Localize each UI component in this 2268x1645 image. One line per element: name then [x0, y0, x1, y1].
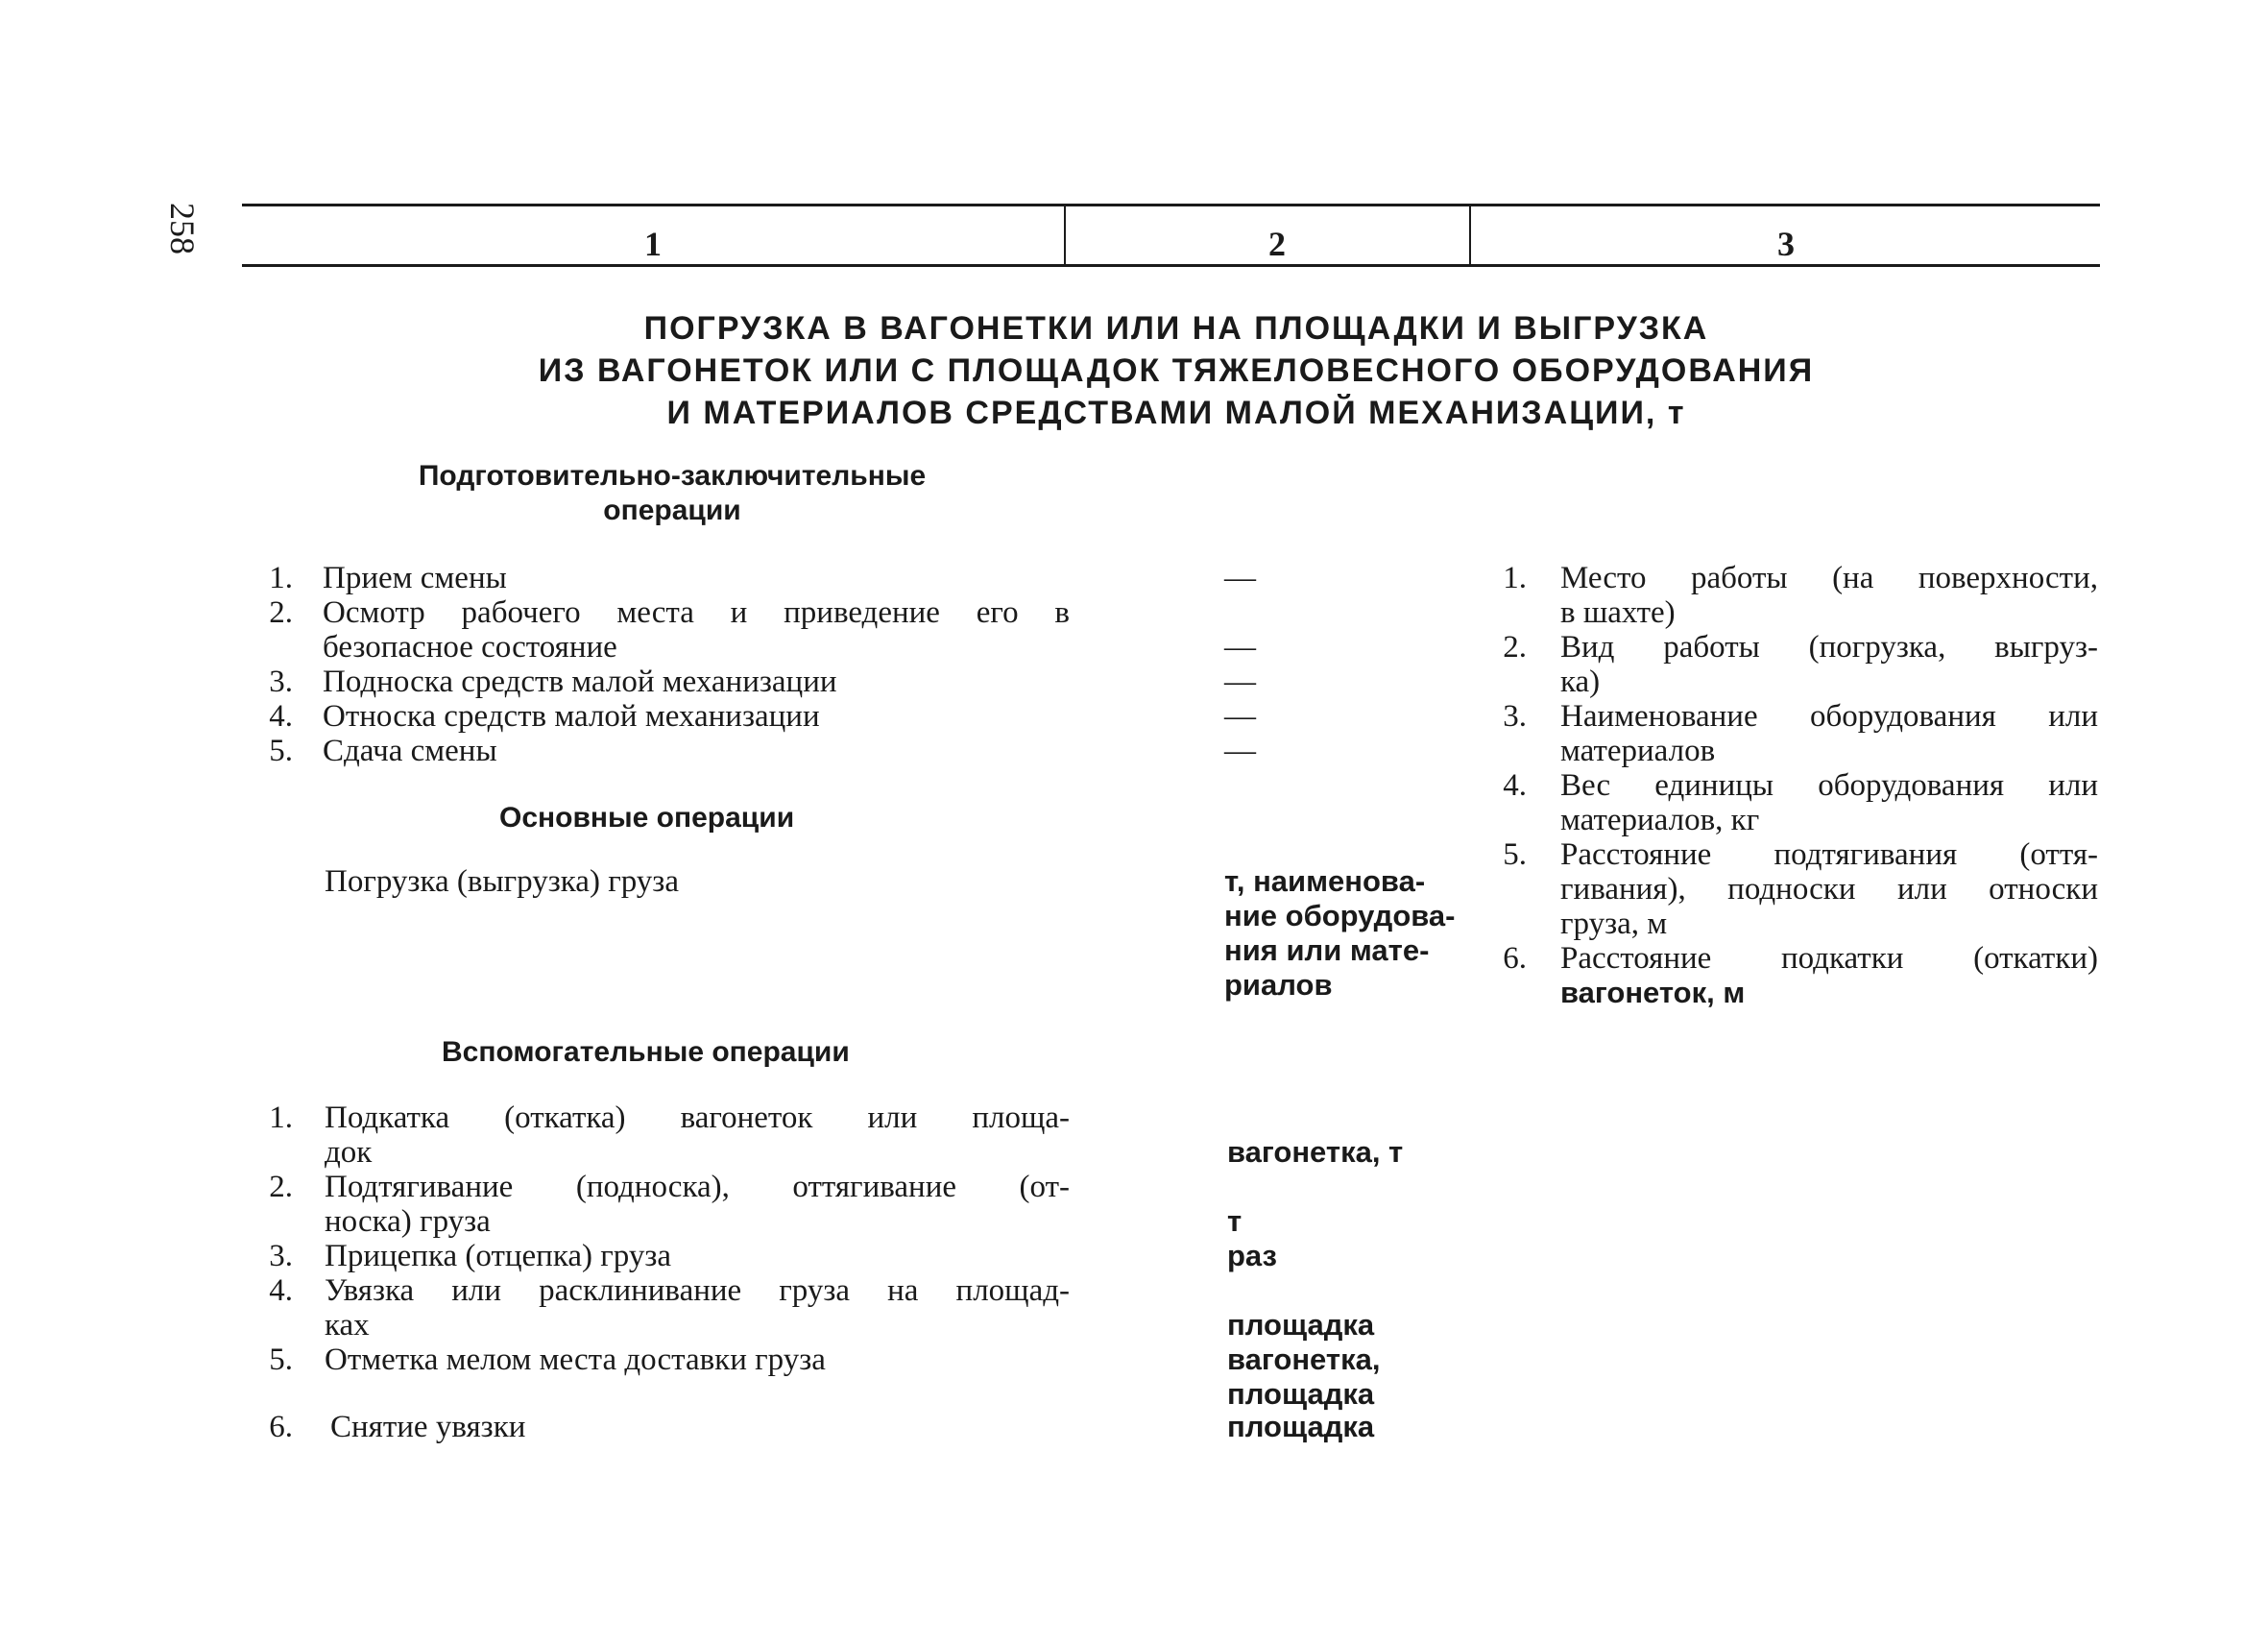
prep-item-text: Подноска средств малой механизации	[323, 665, 837, 699]
aux-item-text-line: ках	[325, 1308, 370, 1343]
factor-number: 2.	[1503, 630, 1527, 665]
aux-item-text: Прицепка (отцепка) груза	[325, 1239, 672, 1273]
factor-text	[1560, 768, 2098, 837]
factor-number: 4.	[1503, 768, 1527, 803]
aux-item-unit-line: вагонетка,	[1227, 1343, 1381, 1376]
column-number-1: 1	[644, 225, 662, 263]
prep-item-text: Сдача смены	[323, 734, 497, 768]
prep-item-text-line: Осмотр рабочего места и приведение его в	[323, 595, 1070, 630]
factor-number: 1.	[1503, 561, 1527, 595]
aux-item-unit: т	[1227, 1204, 1243, 1238]
aux-item-text	[325, 1170, 1070, 1239]
section-title-line-3: И МАТЕРИАЛОВ СРЕДСТВАМИ МАЛОЙ МЕХАНИЗАЦИИ, т	[666, 395, 1686, 431]
factor-text-line: в шахте)	[1560, 595, 1676, 630]
section-title-line-1: ПОГРУЗКА В ВАГОНЕТКИ ИЛИ НА ПЛОЩАДКИ И ВЫГРУЗКА	[643, 310, 1709, 347]
main-operation-text: Погрузка (выгрузка) груза	[325, 864, 679, 899]
column-divider-1	[1064, 204, 1066, 266]
factor-text-line: материалов, кг	[1560, 803, 1760, 837]
header-top-rule	[242, 204, 2100, 206]
factor-text-line: Расстояние подтягивания (оття-	[1560, 837, 2098, 872]
aux-item-text-line: Подтягивание (подноска), оттягивание (от-	[325, 1170, 1070, 1204]
aux-item-number: 3.	[269, 1239, 293, 1273]
prep-item-unit: —	[1224, 699, 1256, 734]
column-divider-2	[1469, 204, 1471, 266]
main-operation-unit-line: ния или мате-	[1224, 933, 1430, 967]
aux-item-text-line: док	[325, 1135, 373, 1170]
aux-item-unit: раз	[1227, 1239, 1277, 1272]
factor-text	[1560, 837, 2098, 941]
prep-item-unit: —	[1224, 630, 1256, 665]
prep-heading-line-1: Подготовительно-заключительные	[418, 460, 927, 492]
factor-number: 3.	[1503, 699, 1527, 734]
factor-text-line: Место работы (на поверхности,	[1560, 561, 2098, 595]
main-operation-unit	[1224, 864, 1455, 1003]
prep-item-number: 4.	[269, 699, 293, 734]
factor-text-line: груза, м	[1560, 907, 1668, 941]
factor-number: 5.	[1503, 837, 1527, 872]
prep-item-text: Относка средств малой механизации	[323, 699, 820, 734]
page-number: 258	[163, 203, 202, 254]
factor-text	[1560, 941, 2098, 1010]
header-bottom-rule	[242, 264, 2100, 267]
main-operation-unit-line: риалов	[1224, 968, 1333, 1002]
factor-number: 6.	[1503, 941, 1527, 976]
prep-heading-line-2: операции	[603, 495, 741, 526]
prep-item-text: Прием смены	[323, 561, 507, 595]
column-number-3: 3	[1777, 225, 1795, 263]
aux-item-number: 2.	[269, 1170, 293, 1204]
prep-item-unit: —	[1224, 665, 1256, 699]
prep-item-unit: —	[1224, 561, 1256, 595]
aux-item-number: 5.	[269, 1343, 293, 1377]
section-title-line-2: ИЗ ВАГОНЕТОК ИЛИ С ПЛОЩАДОК ТЯЖЕЛОВЕСНОГО ОБОРУДОВАНИЯ	[538, 352, 1815, 389]
aux-item-unit-line: площадка	[1227, 1377, 1375, 1411]
aux-item-number: 1.	[269, 1101, 293, 1135]
prep-item-unit: —	[1224, 734, 1256, 768]
factor-text-line: Вид работы (погрузка, выгруз-	[1560, 630, 2098, 665]
aux-item-unit: площадка	[1227, 1410, 1375, 1443]
prep-item-text-line: безопасное состояние	[323, 630, 617, 665]
prep-item-number: 3.	[269, 665, 293, 699]
factor-text-line: Наименование оборудования или	[1560, 699, 2098, 734]
aux-item-unit	[1227, 1343, 1380, 1412]
main-operations-heading: Основные операции	[499, 802, 795, 834]
prep-item-text	[323, 595, 1070, 665]
aux-item-number: 6.	[269, 1410, 293, 1444]
prep-item-number: 1.	[269, 561, 293, 595]
aux-item-text-line: Увязка или расклинивание груза на площад-	[325, 1273, 1070, 1308]
aux-item-text-line: Подкатка (откатка) вагонеток или площа-	[325, 1101, 1070, 1135]
factor-text-line: Вес единицы оборудования или	[1560, 768, 2098, 803]
factor-text	[1560, 630, 2098, 699]
factor-text-line: материалов	[1560, 734, 1716, 768]
factor-text	[1560, 699, 2098, 768]
factor-text	[1560, 561, 2098, 630]
aux-operations-heading: Вспомогательные операции	[442, 1036, 850, 1068]
column-number-2: 2	[1268, 225, 1286, 263]
aux-item-text: Снятие увязки	[330, 1410, 526, 1444]
main-operation-unit-line: ние оборудова-	[1224, 899, 1456, 932]
factor-text-line: Расстояние подкатки (откатки)	[1560, 941, 2098, 976]
aux-item-text	[325, 1101, 1070, 1170]
factor-text-line: ка)	[1560, 665, 1601, 699]
prep-item-number: 5.	[269, 734, 293, 768]
aux-item-text-line: носка) груза	[325, 1204, 491, 1239]
factor-text-line: гивания), подноски или относки	[1560, 872, 2098, 907]
aux-item-unit: площадка	[1227, 1308, 1375, 1342]
aux-item-text: Отметка мелом места доставки груза	[325, 1343, 826, 1377]
prep-item-number: 2.	[269, 595, 293, 630]
aux-item-number: 4.	[269, 1273, 293, 1308]
aux-item-unit: вагонетка, т	[1227, 1135, 1404, 1169]
factor-text-line: вагонеток, м	[1560, 976, 1746, 1009]
main-operation-unit-line: т, наименова-	[1224, 864, 1426, 898]
aux-item-text	[325, 1273, 1070, 1343]
